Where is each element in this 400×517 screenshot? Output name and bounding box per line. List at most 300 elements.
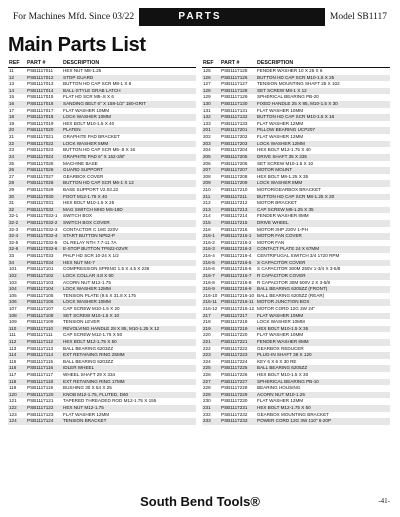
cell-ref: 34 [9,259,15,265]
cell-part-number: PSB1117011 [27,68,54,73]
cell-ref: 125 [203,68,211,73]
cell-ref: 216-2 [203,239,215,245]
cell-ref: 25 [9,160,15,166]
cell-part-number: PSB1117208 [221,173,248,179]
cell-part-number: PSB1117117 [27,372,54,378]
table-row [8,154,196,161]
cell-description: TENSION MOUNTING SHAFT 25 X 102 [257,81,340,87]
cell-ref: 30 [9,193,15,199]
cell-description: IDLER WHEEL [63,365,95,371]
cell-part-number: PSB1117021 [27,134,54,140]
column-ref: REF [9,60,20,66]
cell-part-number: PSB1117107 [27,305,54,311]
cell-part-number: PSB1117226 [221,372,248,378]
cell-part-number: PSB1117229 [221,391,248,397]
table-row [8,405,196,412]
cell-description: FLAT WASHER 10MM [257,332,304,338]
cell-description: FLAT WASHER 10MM [257,107,304,113]
table-row [202,108,390,115]
cell-description: DRIVE WHEEL [257,220,289,226]
table-row [8,88,196,95]
cell-part-number: PSB1117219 [221,325,248,331]
cell-part-number: PSB1117034 [27,259,54,265]
cell-description: GUARD SUPPORT [63,167,103,173]
cell-part-number: PSB1117031 [27,200,54,206]
cell-part-number: PSB1117126 [221,74,248,80]
cell-part-number: PSB1117108 [27,312,54,318]
table-row [8,207,196,214]
table-row [8,233,196,240]
cell-ref: 205 [203,153,211,159]
table-row [8,412,196,419]
cell-description: GRAPHITE PAD 6" X 152-3/8" [63,153,126,159]
cell-part-number: PSB1117030 [27,193,54,199]
table-row [8,147,196,154]
cell-part-number: PSB1117027 [27,173,54,179]
table-row [202,359,390,366]
cell-description: FLAT WASHER 10MM [257,312,304,318]
cell-description: FOOT M12-1.75 X 40 [63,193,108,199]
cell-ref: 216-7 [203,272,215,278]
cell-part-number: PSB1117216-6 [221,266,252,272]
cell-ref: 18 [9,114,15,120]
cell-ref: 206 [203,160,211,166]
cell-ref: 216-10 [203,292,218,298]
cell-description: TAPERED THREADED ROD M12-1.75 X 155 [63,398,157,404]
cell-description: SET SCREW M10-1.5 X 10 [257,160,314,166]
cell-part-number: PSB1117216-7 [221,272,252,278]
table-row [202,75,390,82]
cell-description: R CAPACITOR 30M 500V 2 X 3-5/8 [257,279,331,285]
cell-part-number: PSB1117220 [221,332,248,338]
table-row [8,293,196,300]
cell-ref: 228 [203,385,211,391]
cell-part-number: PSB1117211 [221,193,248,199]
table-row [8,81,196,88]
cell-description: HEX BOLT M12-1.75 X 50 [257,405,311,411]
cell-ref: 216-5 [203,259,215,265]
table-row [8,167,196,174]
cell-part-number: PSB1117028 [27,180,54,186]
page-number: -41- [378,497,390,505]
cell-description: MOTOR BRACKET [257,200,297,206]
cell-description: GEARBOX MOUNTING BRACKET [257,411,329,417]
cell-ref: 131 [203,107,211,113]
cell-part-number: PSB1117216-5 [221,259,252,265]
cell-part-number: PSB1117131 [221,107,248,113]
cell-ref: 124 [9,418,17,424]
cell-ref: 123 [9,411,17,417]
cell-description: TENSION BRACKET [63,418,107,424]
cell-part-number: PSB1117111 [27,332,53,338]
cell-ref: 227 [203,378,211,384]
table-row [202,167,390,174]
cell-ref: 105 [9,292,17,298]
cell-description: FLAT WASHER 12MM [257,120,304,126]
cell-description: COMPRESSION SPRING 1.5 X 4.5 X 236 [63,266,150,272]
table-row [8,418,196,425]
cell-part-number: PSB1117216-11 [221,299,254,305]
cell-description: FLAT WASHER 12MM [257,398,304,404]
cell-part-number: PSB1117118 [27,378,54,384]
cell-description: BUTTON HD CAP SCR M8-1.25 X 20 [257,193,335,199]
cell-ref: 110 [9,325,17,331]
cell-description: LOCK WASHER 10MM [257,319,305,325]
table-row [202,227,390,234]
cell-description: S CAPACITOR COVER [257,259,306,265]
cell-ref: 216-9 [203,286,215,292]
cell-part-number: PSB1117216-4 [221,253,252,259]
cell-ref: 220 [203,332,211,338]
cell-part-number: PSB1117101 [27,266,54,272]
table-row [8,365,196,372]
table-row [202,405,390,412]
table-row [202,220,390,227]
cell-ref: 208 [203,173,211,179]
table-row [202,68,390,75]
cell-description: R CAPACITOR COVER [257,272,306,278]
cell-part-number: PSB1117023 [27,147,54,153]
cell-ref: 223 [203,352,211,358]
cell-ref: 103 [9,279,17,285]
cell-part-number: PSB1117106 [27,299,54,305]
cell-description: HEX BOLT M10-1.5 X 40 [63,120,115,126]
cell-description: BUTTON HD CAP SCR M6-1 X 12 [63,180,134,186]
table-row [8,385,196,392]
cell-description: SET SCREW M8-1 X 12 [257,87,307,93]
cell-description: KEY 6 X 6 X 30 RE [257,358,297,364]
cell-ref: 112 [9,338,17,344]
table-row [202,339,390,346]
cell-ref: 21 [9,134,15,140]
cell-ref: 204 [203,147,211,153]
cell-ref: 117 [9,372,17,378]
cell-description: FLAT WASHER 12MM [63,411,110,417]
cell-part-number: PSB1117013 [27,81,54,87]
cell-ref: 119 [9,385,17,391]
cell-description: FENDER WASHER 10 X 25 X 6 [257,68,323,73]
cell-description: STOP GUARD [63,74,94,80]
cell-ref: 32-1 [9,213,19,219]
cell-description: REVOLVING HANDLE 28 X 85, M10-1.25 X 12 [63,325,160,331]
table-row [8,134,196,141]
table-row [202,352,390,359]
cell-ref: 24 [9,153,15,159]
cell-part-number: PSB1117132 [221,114,248,120]
cell-part-number: PSB1117123 [27,411,54,417]
cell-description: HEX BOLT M10-1.5 X 25 [63,200,115,206]
table-header [8,59,196,68]
cell-ref: 20 [9,127,15,133]
cell-ref: 126 [203,74,211,80]
cell-ref: 202 [203,134,211,140]
table-row [202,313,390,320]
cell-part-number: PSB1117215 [221,220,248,226]
cell-part-number: PSB1117205 [221,153,248,159]
table-row [202,280,390,287]
cell-ref: 32-4 [9,233,19,239]
cell-part-number: PSB1117130 [221,101,248,107]
cell-ref: 215 [203,220,211,226]
cell-ref: 32-3 [9,226,19,232]
cell-description: SPHERICAL BEARING PB-10 [257,378,319,384]
table-row [8,121,196,128]
table-row [8,266,196,273]
cell-part-number: PSB1117020 [27,127,54,133]
table-row [8,180,196,187]
cell-description: SPHERICAL BEARING PB-20 [257,94,319,100]
cell-part-number: PSB1117102 [27,272,54,278]
table-row [8,75,196,82]
cell-description: START BUTTON NP52-P [63,233,115,239]
cell-part-number: PSB1117033 [27,253,54,259]
cell-ref: 29 [9,186,15,192]
cell-part-number: PSB1117128 [221,87,248,93]
cell-ref: 113 [9,345,17,351]
cell-description: BUSHING 30 X 54 X 25 [63,385,112,391]
cell-ref: 13 [9,81,15,87]
cell-part-number: PSB1117214 [221,213,248,219]
cell-description: E-STOP BUTTON TP922-02VR [63,246,128,252]
cell-description: MOTOR 3HP 220V 1-PH [257,226,308,232]
cell-ref: 231 [203,405,211,411]
table-row [202,372,390,379]
table-row [202,134,390,141]
cell-part-number: PSB1117213 [221,206,248,212]
cell-part-number: PSB1117202 [221,134,248,140]
table-body [8,68,196,425]
cell-description: FLAT HD SCR M5-.8 X 6 [63,94,114,100]
cell-description: LOCK WASHER 8MM [257,180,303,186]
table-row [202,194,390,201]
table-row [202,379,390,386]
cell-part-number: PSB1117209 [221,180,248,186]
table-row [8,359,196,366]
cell-ref: 32-6 [9,246,19,252]
table-row [8,299,196,306]
cell-description: BALL-STYLE GRAB LATCH [63,87,121,93]
cell-part-number: PSB1117120 [27,391,54,397]
cell-ref: 218 [203,319,211,325]
cell-part-number: PSB1117026 [27,167,54,173]
table-row [8,127,196,134]
cell-part-number: PSB1117216-3 [221,246,252,252]
table-row [202,346,390,353]
cell-ref: 33 [9,253,15,259]
cell-description: HEX NUT M12-1.75 [63,405,104,411]
cell-ref: 216-12 [203,305,218,311]
cell-part-number: PSB1117025 [27,160,54,166]
cell-description: MOTOR/GEARBOX BRACKET [257,186,321,192]
cell-ref: 203 [203,140,211,146]
cell-ref: 219 [203,325,211,331]
table-row [202,81,390,88]
cell-part-number: PSB1117104 [27,286,54,292]
table-row [8,346,196,353]
cell-part-number: PSB1117124 [27,418,54,424]
cell-description: EXT RETAINING RING 17MM [63,378,125,384]
table-row [202,200,390,207]
table-row [8,200,196,207]
table-row [8,332,196,339]
cell-part-number: PSB1117032-5 [27,239,58,245]
cell-part-number: PSB1117228 [221,385,248,391]
table-row [202,147,390,154]
table-row [202,94,390,101]
cell-description: BUTTON HD CAP SCR M10-1.5 X 16 [257,114,335,120]
cell-description: FLAT WASHER 10MM [63,107,110,113]
table-row [202,365,390,372]
cell-description: MOTOR MOUNT [257,167,293,173]
cell-ref: 116 [9,365,17,371]
cell-description: SET SCREW M10-1.5 X 10 [63,312,120,318]
cell-part-number: PSB1117022 [27,140,54,146]
table-row [202,319,390,326]
table-row [202,306,390,313]
table-row [202,240,390,247]
cell-ref: 107 [9,305,17,311]
cell-description: BALL BEARING 6205ZZ (FRONT) [257,286,328,292]
cell-part-number: PSB1117216-8 [221,279,252,285]
cell-ref: 216-4 [203,253,215,259]
cell-description: BALL BEARING 6203ZZ [63,345,114,351]
table-row [202,293,390,300]
cell-ref: 129 [203,94,211,100]
cell-part-number: PSB1117032-2 [27,220,58,226]
table-row [202,88,390,95]
table-row [202,154,390,161]
brand-logo: South Bend Tools® [140,494,260,509]
cell-ref: 212 [203,200,211,206]
table-row [202,299,390,306]
table-body [202,68,390,425]
table-row [202,187,390,194]
cell-description: SWITCH BOX COVER [63,220,110,226]
cell-ref: 216 [203,226,211,232]
cell-ref: 121 [9,398,17,404]
cell-part-number: PSB1117206 [221,160,248,166]
cell-part-number: PSB1117024 [27,153,54,159]
cell-part-number: PSB1117121 [27,398,54,404]
cell-ref: 11 [9,68,14,73]
parts-table-right [202,59,390,425]
header-section-title: PARTS [178,11,222,22]
cell-ref: 229 [203,391,211,397]
table-row [202,385,390,392]
cell-part-number: PSB1117231 [221,405,248,411]
table-row [8,141,196,148]
cell-ref: 102 [9,272,17,278]
table-row [202,233,390,240]
cell-description: MOTOR JUNCTION BOX [257,299,310,305]
cell-description: CONTACTOR C 18G 220V [63,226,119,232]
cell-part-number: PSB1117216-9 [221,286,252,292]
cell-part-number: PSB1117016 [27,101,54,107]
cell-part-number: PSB1117218 [221,319,248,325]
cell-part-number: PSB1117222 [221,345,248,351]
cell-description: PILLOW BEARING UCP207 [257,127,315,133]
cell-ref: 101 [9,266,17,272]
cell-ref: 15 [9,94,15,100]
cell-part-number: PSB1117116 [27,365,54,371]
cell-description: ACORN NUT M10-1.25 [257,391,305,397]
cell-description: FENDER WASHER 8MM [257,213,309,219]
cell-ref: 17 [9,107,15,113]
cell-part-number: PSB1117216-1 [221,233,252,239]
cell-part-number: PSB1117216-2 [221,239,252,245]
cell-description: MAG SWITCH MHD MS-18D [63,206,123,212]
cell-part-number: PSB1117032 [27,206,54,212]
cell-part-number: PSB1117204 [221,147,248,153]
cell-ref: 111 [9,332,16,338]
table-row [8,313,196,320]
page-title: Main Parts List [8,34,146,56]
table-row [8,213,196,220]
cell-ref: 120 [9,391,17,397]
cell-part-number: PSB1117032-3 [27,226,58,232]
cell-description: FLAT WASHER 12MM [257,134,304,140]
cell-ref: 104 [9,286,17,292]
cell-description: ACORN NUT M12-1.75 [63,279,111,285]
table-row [8,101,196,108]
cell-description: HEX BOLT M8-1.25 X 35 [257,173,309,179]
cell-ref: 230 [203,398,211,404]
cell-description: S CAPACITOR 300M 250V 1-3/4 X 3-5/8 [257,266,341,272]
cell-description: BALL BEARING 6203ZZ [63,358,114,364]
cell-description: EXT RETAINING RING 25MM [63,352,125,358]
cell-description: CAP SCREW M12-1.75 X 50 [63,332,123,338]
cell-ref: 226 [203,372,211,378]
cell-part-number: PSB1117112 [27,338,54,344]
cell-description: SANDING BELT 6" X 158-1/2" 180-GRIT [63,101,147,107]
cell-ref: 222 [203,345,211,351]
table-row [202,207,390,214]
column-ref: REF [203,60,214,66]
cell-description: LOCK WASHER 10MM [63,299,111,305]
cell-part-number: PSB1117032-4 [27,233,58,239]
cell-description: BALL BEARING 6205ZZ [257,365,308,371]
cell-description: SWITCH BOX [63,213,93,219]
cell-description: MACHINE BASE [63,160,98,166]
cell-part-number: PSB1117201 [221,127,248,133]
table-row [202,326,390,333]
cell-ref: 32-5 [9,239,19,245]
cell-ref: 130 [203,101,211,107]
header-manufacture-date: For Machines Mfd. Since 03/22 [8,8,139,26]
cell-ref: 12 [9,74,15,80]
table-row [8,253,196,260]
cell-part-number: PSB1117227 [221,378,248,384]
cell-ref: 118 [9,378,17,384]
cell-ref: 108 [9,312,17,318]
table-row [8,306,196,313]
cell-description: LOCK WASHER 12MM [63,286,111,292]
cell-part-number: PSB1117012 [27,74,54,80]
table-row [202,392,390,399]
cell-ref: 132 [203,114,211,120]
table-row [8,240,196,247]
cell-part-number: PSB1117015 [27,94,54,100]
table-row [202,286,390,293]
cell-description: OL RELAY NTH 7.7-11.7A [63,239,117,245]
cell-part-number: PSB1117216-12 [221,305,255,311]
table-row [8,326,196,333]
cell-ref: 221 [203,338,211,344]
cell-description: HEX NUT M8-1.25 [63,68,102,73]
table-row [202,180,390,187]
cell-ref: 28 [9,180,15,186]
cell-part-number: PSB1117109 [27,319,54,325]
